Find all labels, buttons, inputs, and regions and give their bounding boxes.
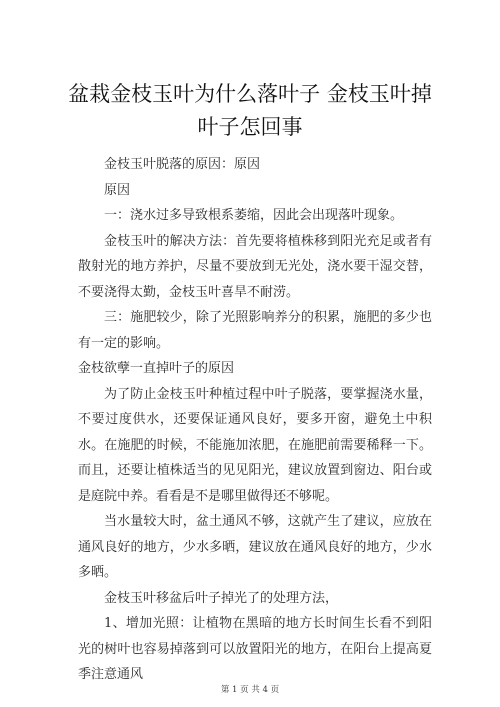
- paragraph: 金枝玉叶脱落的原因：原因: [104, 157, 261, 172]
- document-body: [78, 152, 432, 688]
- paragraph: 为了防止金枝玉叶种植过程中叶子脱落，要掌握浇水量，不要过度供水，还要保证通风良好，要多开窗，避免土中积水。在施肥的时候，不能施加浓肥，在施肥前需要稀释一下。而且，还要让植株适当的见见阳光，建议放置到窗边、阳台或是庭院中养。看看是不是哪里做得还不够呢。: [78, 386, 432, 504]
- paragraph: 原因: [104, 182, 131, 198]
- paragraph: 当水量较大时，盆土通风不够，这就产生了建议，应放在通风良好的地方，少水多晒，建议放在通风良好的地方，少水多晒。: [78, 514, 432, 580]
- paragraph: 1、增加光照：让植物在黑暗的地方长时间生长看不到阳光的树叶也容易掉落到可以放置阳光的地方，在阳台上提高夏季注意通风: [78, 616, 432, 682]
- paragraph: 三：施肥较少，除了光照影响养分的积累，施肥的多少也有一定的影响。: [78, 310, 432, 351]
- paragraph: 金枝玉叶移盆后叶子掉光了的处理方法，: [104, 590, 339, 606]
- paragraph: 金枝玉叶的解决方法：首先要将植株移到阳光充足或者有散射光的地方养护，尽量不要放到无光处，浇水要干湿交替，不要浇得太勤，金枝玉叶喜旱不耐涝。: [78, 233, 432, 300]
- page-footer: 第 1 页 共 4 页: [220, 685, 280, 695]
- document-title: 盆栽金枝玉叶为什么落叶子 金枝玉叶掉叶子怎回事: [68, 82, 432, 139]
- paragraph: 一：浇水过多导致根系萎缩，因此会出现落叶现象。: [104, 208, 404, 223]
- section-heading: 金枝欲孽一直掉叶子的原因: [78, 361, 235, 376]
